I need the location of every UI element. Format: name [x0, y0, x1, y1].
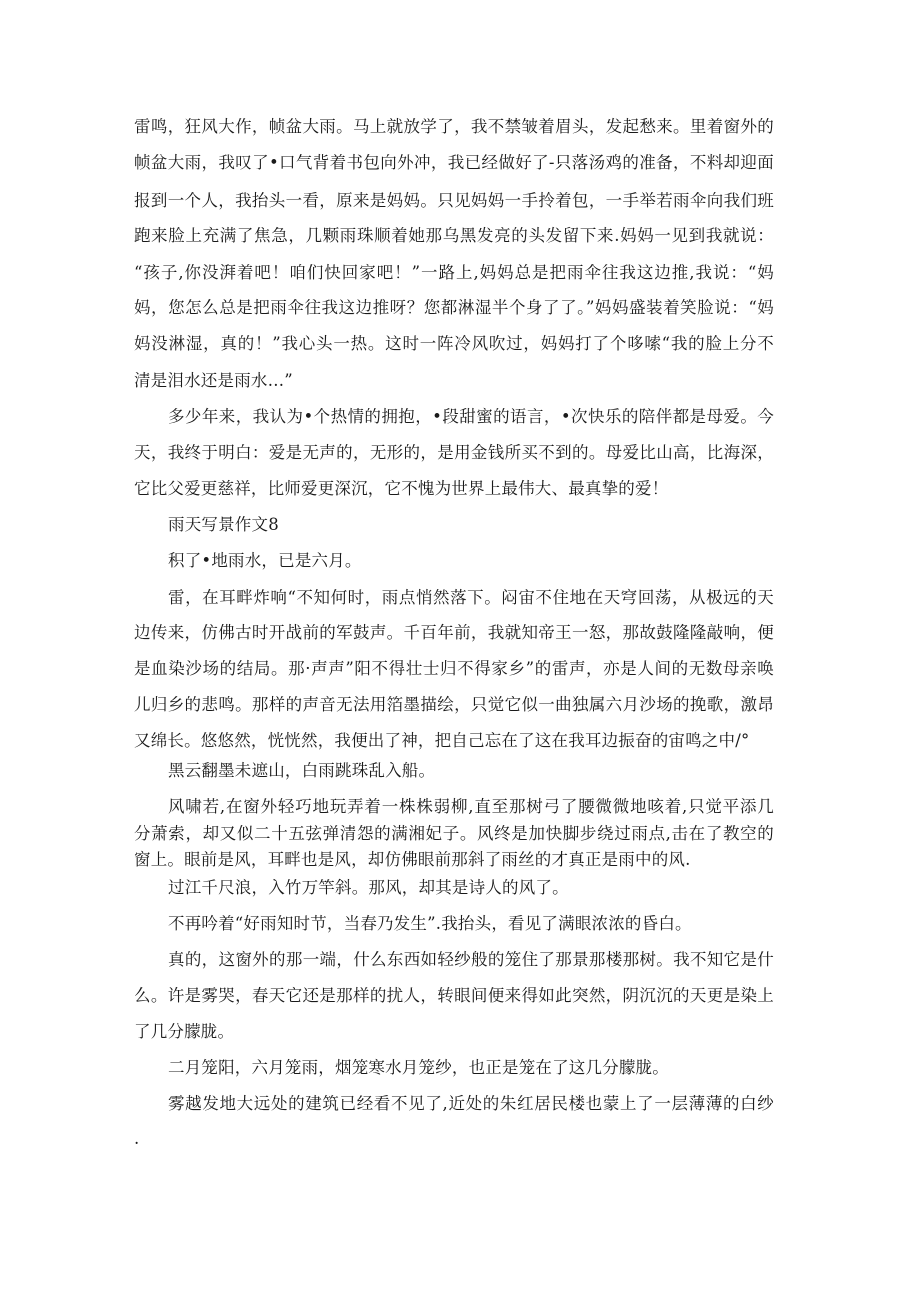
- p10-line-1: 二月笼阳，六月笼雨，烟笼寒水月笼纱，也正是笼在了这几分朦胧。: [168, 1058, 669, 1077]
- p6-line-2: 分萧索，却又似二十五弦弹清怨的满湘妃子。风终是加快脚步绕过雨点,击在了教空的: [134, 824, 774, 843]
- p8-line-1: 不再吟着“好雨知时节，当春乃发生”.我抬头，看见了满眼浓浓的昏白。: [168, 914, 692, 933]
- p1-line-1: 雷鸣，狂风大作，帧盆大雨。马上就放学了，我不禁皱着眉头，发起愁来。里着窗外的: [134, 117, 774, 136]
- p2-line-3: 它比父爱更慈祥，比师爱更深沉，它不愧为世界上最伟大、最真挚的爱！: [134, 479, 669, 498]
- p1-line-2: 帧盆大雨，我叹了•口气背着书包向外冲，我已经做好了-只落汤鸡的准备，不料却迎面: [134, 153, 774, 172]
- p5-line-1: 黑云翻墨未遮山，白雨跳珠乱入船。: [168, 761, 436, 780]
- section-heading: 雨天写景作文8: [168, 515, 279, 534]
- p9-line-1: 真的，这窗外的那一端，什么东西如轻纱般的笼住了那景那楼那树。我不知它是什: [168, 950, 774, 969]
- p1-line-8: 清是泪水还是雨水…”: [134, 371, 293, 390]
- p1-line-6: 妈，您怎么总是把雨伞往我这边推呀？您都淋湿半个身了了。”妈妈盛装着笑脸说：“妈: [134, 298, 774, 317]
- p9-line-2: 么。许是雾哭，春天它还是那样的扰人，转眼间便来得如此突然，阴沉沉的天更是染上: [134, 986, 774, 1005]
- p1-line-4: 跑来脸上充满了焦急，几颗雨珠顺着她那乌黑发亮的头发留下来.妈妈一见到我就说：: [134, 226, 774, 245]
- p11-line-2: .: [134, 1129, 140, 1148]
- p1-line-7: 妈没淋湿，真的！”我心头一热。这时一阵冷风吹过，妈妈打了个哆嗦“我的脸上分不: [134, 334, 774, 353]
- p4-line-1: 雷，在耳畔炸响“不知何时，雨点悄然落下。闷宙不住地在天穹回荡，从极远的天: [168, 588, 774, 607]
- p4-line-4: 儿归乡的悲鸣。那样的声音无法用箔墨描绘，只觉它似一曲独属六月沙场的挽歌，激昂: [134, 695, 774, 714]
- p11-line-1: 雾越发地大远处的建筑已经看不见了,近处的朱红居民楼也蒙上了一层薄薄的白纱: [168, 1094, 774, 1113]
- p1-line-3: 报到一个人，我抬头一看，原来是妈妈。只见妈妈一手拎着包，一手举若雨伞向我们班: [134, 191, 774, 210]
- p1-line-5: “孩子,你没湃着吧！咱们快回家吧！”一路上,妈妈总是把雨伞往我这边推,我说：“妈: [134, 263, 774, 282]
- p6-line-3: 窗上。眼前是风，耳畔也是风，却仿佛眼前那斜了雨丝的才真正是雨中的风.: [134, 850, 691, 869]
- p2-line-2: 天，我终于明白：爱是无声的，无形的，是用金钱所买不到的。母爱比山高，比海深，: [134, 443, 774, 462]
- p9-line-3: 了几分朦胧。: [134, 1022, 235, 1041]
- p4-line-3: 是血染沙场的结局。那·声声”阳不得壮士归不得家乡”的雷声，亦是人间的无数母亲唤: [134, 659, 774, 678]
- p6-line-1: 风啸若,在窗外轻巧地玩弄着一株株弱柳,直至那树弓了腰微微地咳着,只觉平添几: [168, 797, 774, 816]
- p7-line-1: 过江千尺浪，入竹万竿斜。那风，却其是诗人的风了。: [168, 878, 569, 897]
- p2-line-1: 多少年来，我认为•个热情的拥抱，•段甜蜜的语言，•次快乐的陪伴都是母爱。今: [168, 407, 774, 426]
- p4-line-5: 又绵长。悠悠然，恍恍然，我便出了神，把自己忘在了这在我耳边振奋的宙鸣之中/°: [134, 731, 750, 750]
- p4-line-2: 边传来，仿佛古时开战前的军鼓声。千百年前，我就知帝王一怒，那故鼓隆隆敲响，便: [134, 623, 774, 642]
- p3-line-1: 积了•地雨水，已是六月。: [168, 551, 362, 570]
